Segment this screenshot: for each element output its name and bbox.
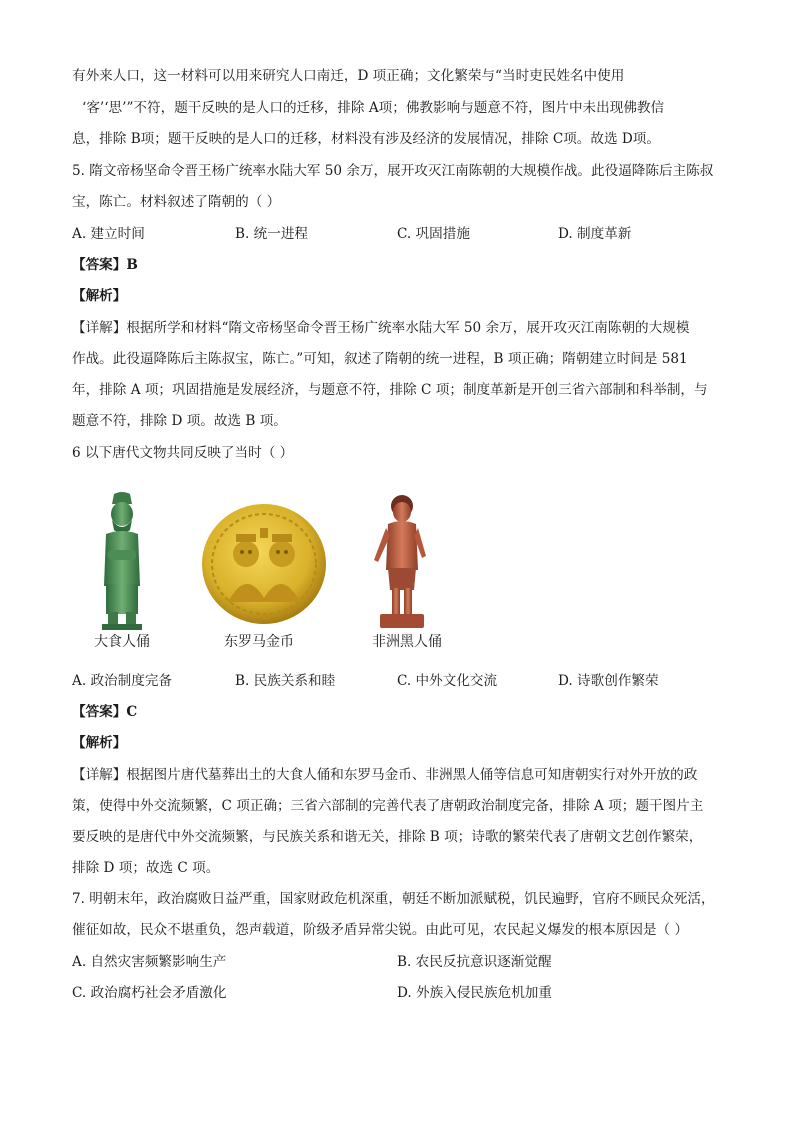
q6-analysis-tag: 【解析】 (72, 735, 127, 751)
q5-option-b: B. 统一进程 (235, 226, 309, 242)
prev-analysis-line-3: 息，排除 B项；题干反映的是人口的迁移，材料没有涉及经济的发展情况，排除 C项。故选 D项。 (72, 131, 660, 147)
q7-stem-line-1: 7. 明朝末年，政治腐败日益严重，国家财政危机深重，朝廷不断加派赋税，饥民遍野，官府不顾民众死活， (72, 891, 715, 907)
q7-stem-line-2: 催征如故，民众不堪重负，怨声载道，阶级矛盾异常尖锐。由此可见，农民起义爆发的根本原因是（ ） (72, 922, 689, 938)
q5-detail-line-4: 题意不符，排除 D 项。故选 B 项。 (72, 413, 287, 429)
q6-option-a: A. 政治制度完备 (72, 673, 173, 689)
q5-option-a: A. 建立时间 (72, 226, 145, 242)
q5-detail-line-2: 作战。此役逼降陈后主陈叔宝，陈亡。”可知，叙述了隋朝的统一进程，B 项正确；隋朝建立时间是 581 (72, 351, 688, 367)
q5-stem-line-1: 5. 隋文帝杨坚命令晋王杨广统率水陆大军 50 余万，展开攻灭江南陈朝的大规模作战。此役逼降陈后主陈叔 (72, 163, 714, 179)
q5-option-d: D. 制度革新 (558, 226, 632, 242)
q6-option-b: B. 民族关系和睦 (235, 673, 336, 689)
caption-arab-figurine: 大食人俑 (94, 634, 150, 650)
prev-analysis-line-2: ‘客’‘思’”不符，题干反映的是人口的迁移，排除 A项；佛教影响与题意不符，图片中未出现佛教信 (82, 100, 665, 116)
q6-detail-line-2: 策，使得中外交流频繁，C 项正确；三省六部制的完善代表了唐朝政治制度完备，排除 A 项；题干图片主 (72, 798, 704, 814)
q6-answer: 【答案】C (72, 704, 138, 720)
q6-detail-line-4: 排除 D 项；故选 C 项。 (72, 860, 220, 876)
q5-answer: 【答案】B (72, 257, 138, 273)
q7-option-a: A. 自然灾害频繁影响生产 (72, 954, 227, 970)
q6-option-c: C. 中外文化交流 (397, 673, 498, 689)
q6-option-d: D. 诗歌创作繁荣 (558, 673, 659, 689)
q5-analysis-tag: 【解析】 (72, 288, 127, 304)
african-figurine-image (366, 490, 436, 632)
caption-byzantine-coin: 东罗马金币 (224, 634, 294, 650)
q7-option-b: B. 农民反抗意识逐渐觉醒 (397, 954, 552, 970)
q6-detail-line-3: 要反映的是唐代中外交流频繁，与民族关系和谐无关，排除 B 项；诗歌的繁荣代表了唐朝文艺创作繁荣， (72, 829, 703, 845)
q7-option-d: D. 外族入侵民族危机加重 (397, 985, 552, 1001)
q6-stem: 6 以下唐代文物共同反映了当时（ ） (72, 445, 294, 461)
byzantine-gold-coin-image (200, 502, 328, 626)
q5-stem-line-2: 宝，陈亡。材料叙述了隋朝的（ ） (72, 194, 281, 210)
q5-detail-line-3: 年，排除 A 项；巩固措施是发展经济，与题意不符，排除 C 项；制度革新是开创三省六部制和科举制，与 (72, 382, 708, 398)
q6-detail-line-1: 【详解】根据图片唐代墓葬出土的大食人俑和东罗马金币、非洲黑人俑等信息可知唐朝实行对外开放的政 (72, 767, 698, 783)
q7-option-c: C. 政治腐朽社会矛盾激化 (72, 985, 227, 1001)
q5-detail-line-1: 【详解】根据所学和材料“隋文帝杨坚命令晋王杨广统率水陆大军 50 余万，展开攻灭江南陈朝的大规模 (72, 320, 690, 336)
arab-figurine-image (92, 490, 152, 632)
q5-option-c: C. 巩固措施 (397, 226, 470, 242)
prev-analysis-line-1: 有外来人口，这一材料可以用来研究人口南迁，D 项正确；文化繁荣与“当时吏民姓名中使用 (72, 68, 625, 84)
caption-african-figurine: 非洲黑人俑 (372, 634, 442, 650)
